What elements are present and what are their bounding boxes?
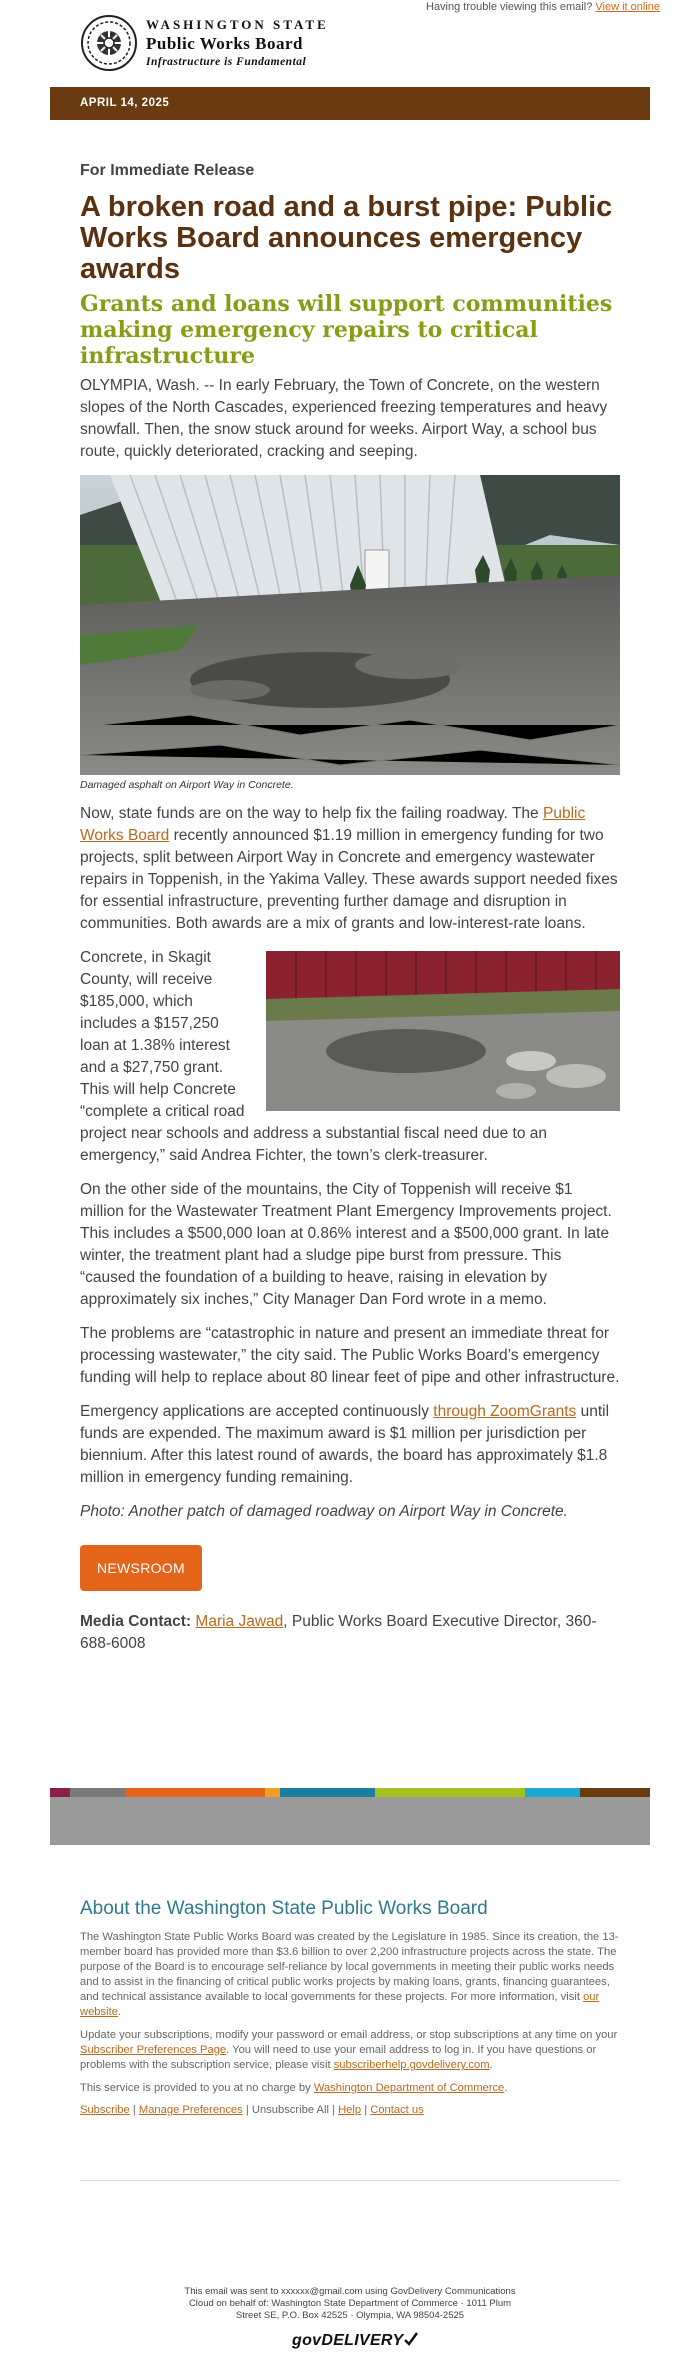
subscriberhelp-link[interactable]: subscriberhelp.govdelivery.com [333,2059,490,2071]
link-separator: | [328,2104,339,2116]
release-label: For Immediate Release [80,162,255,179]
paragraph-2 [80,803,620,935]
govdelivery-footer-text: This email was sent to xxxxxx@gmail.com using GovDelivery Communications Cloud on behalf of: Washington State Department of Commerce · 1011 Plum Street SE, P.O. Box 42525 · Olympia, WA 98504-2525 [184,2286,516,2321]
subscription-paragraph [80,2028,620,2073]
paragraph-2-rest: recently announced $1.19 million in emergency funding for two projects, split between Airport Way in Concrete and emergency wastewater repairs in Toppenish, in the Yakima Valley. These awards support needed fixes for essential infrastructure, preventing further damage and disruption in communities. Both awards are a mix of grants and low-interest-rate loans. [80,827,618,932]
stripe-segment [525,1788,580,1797]
contact-details: , Public Works Board Executive Director, 360-688-6008 [80,1613,597,1652]
contact-label: Media Contact: [80,1613,192,1630]
unsubscribe-all-text: Unsubscribe All [251,2104,329,2116]
paragraph-3-text: Concrete, in Skagit County, will receive $185,000, which includes a $157,250 loan at 1.38% interest and a $27,750 grant. This will help Concrete “complete a critical road project near schools and address a substantial fiscal need due to an emergency,” said Andrea Fichter, the town’s clerk-treasurer. [80,949,548,1164]
paragraph-5: The problems are “catastrophic in nature and present an immediate threat for processing wastewater,” the city said. The Public Works Board’s emergency funding will help to replace about 80 linear feet of pipe and other infrastructure. [80,1325,620,1386]
public-works-board-link[interactable]: Public Works Board [80,805,586,844]
photo-pothole-image [266,951,620,1111]
photo-caption: Damaged asphalt on Airport Way in Concrete. [80,779,294,791]
stripe-segment [375,1788,525,1797]
subscription-end: . [489,2059,493,2071]
stripe-segment [70,1788,125,1797]
link-separator: | [129,2104,139,2116]
issue-date: APRIL 14, 2025 [80,97,170,109]
contact-name-link[interactable]: Maria Jawad [195,1613,284,1630]
about-section [80,1898,620,2116]
newsroom-button[interactable]: NEWSROOM [80,1545,202,1591]
pwb-logo[interactable] [80,14,400,72]
stripe-segment [280,1788,375,1797]
damaged-asphalt-photo [80,475,620,775]
link-separator: | [361,2104,371,2116]
pothole-photo [266,951,620,1111]
color-stripe [50,1788,650,1797]
article-subtitle: Grants and loans will support communities making emergency repairs to critical infrastructure [80,291,613,369]
manage-preferences-link[interactable]: Manage Preferences [138,2104,243,2116]
subscriber-preferences-link[interactable]: Subscriber Preferences Page [80,2044,227,2056]
trouble-viewing-bar [426,0,660,14]
subscription-text: Update your subscriptions, modify your password or email address, or stop subscriptions at any time on your [80,2029,618,2041]
link-separator: | [242,2104,252,2116]
stripe-segment [125,1788,265,1797]
our-website-link[interactable]: our website [80,1991,600,2018]
paragraph-6-rest: until funds are expended. The maximum award is $1 million per jurisdiction per biennium. After this latest round of awards, the board has approximately $1.8 million in emergency funding remaining. [80,1403,610,1486]
stripe-segment [265,1788,280,1797]
article-body [80,158,620,1655]
footer-links [80,2104,620,2116]
view-online-link[interactable]: View it online [595,1,660,13]
subscribe-link[interactable]: Subscribe [80,2104,130,2116]
stripe-segment [580,1788,650,1797]
footer-divider [80,2180,620,2181]
paragraph-2-lead: Now, state funds are on the way to help fix the failing roadway. The [80,805,543,822]
subscription-text-2: . You will need to use your email address to log in. If you have questions or problems with the subscription service, please visit [80,2044,597,2071]
paragraph-6 [80,1401,620,1489]
govdelivery-logo[interactable] [292,2332,418,2350]
paragraph-6-lead: Emergency applications are accepted continuously [80,1403,434,1420]
logo-line-tagline: Infrastructure is Fundamental [146,56,307,68]
about-heading: About the Washington State Public Works Board [80,1898,488,1919]
logo-line-state: WASHINGTON STATE [146,17,329,32]
article-title: A broken road and a burst pipe: Public Works Board announces emergency awards [80,191,613,285]
photo-note: Photo: Another patch of damaged roadway on Airport Way in Concrete. [80,1503,568,1520]
trouble-viewing-text: Having trouble viewing this email? [426,1,593,13]
about-paragraph [80,1930,620,2020]
media-contact [80,1611,620,1655]
paragraph-4: On the other side of the mountains, the City of Toppenish will receive $1 million for the Wastewater Treatment Plant Emergency Improvements project. This includes a $500,000 loan at 0.86% interest and a $500,000 grant. In late winter, the treatment plant had a sludge pipe burst from pressure. This “caused the foundation of a building to heave, raising in elevation by approximately six inches,” City Manager Dan Ford wrote in a memo. [80,1181,612,1308]
stripe-segment [50,1788,70,1797]
about-end: . [117,2006,122,2018]
logo-line-board: Public Works Board [146,34,303,53]
paragraph-1: OLYMPIA, Wash. -- In early February, the Town of Concrete, on the western slopes of the North Cascades, experienced freezing temperatures and heavy snowfall. Then, the snow stuck around for weeks. Airport Way, a school bus route, quickly deteriorated, cracking and seeping. [80,377,608,460]
footer-gray-band [50,1797,650,1845]
contact-us-link[interactable]: Contact us [370,2104,424,2116]
service-text: This service is provided to you at no charge by [80,2082,314,2094]
commerce-link[interactable]: Washington Department of Commerce [313,2082,505,2094]
pwb-seal-icon [80,14,138,72]
service-end: . [504,2082,508,2094]
paragraph-3 [80,947,620,1167]
govdelivery-brand: govDELIVERY [292,2332,404,2349]
about-text: The Washington State Public Works Board was created by the Legislature in 1985. Since its creation, the 13-member board has provided more than $3.6 billion to over 2,200 infrastructure projects across the state. The purpose of the Board is to encourage self-reliance by local governments in meeting their public works needs and to assist in the financing of critical public works projects by making loans, grants, financing guarantees, and technical assistance available to local governments for these projects. For more information, visit [80,1931,619,2003]
help-link[interactable]: Help [338,2104,362,2116]
govdelivery-check-icon [404,2332,418,2346]
service-paragraph [80,2081,620,2096]
zoomgrants-link[interactable]: through ZoomGrants [433,1403,577,1420]
date-banner [50,87,650,120]
photo-road-building-image [80,475,620,775]
